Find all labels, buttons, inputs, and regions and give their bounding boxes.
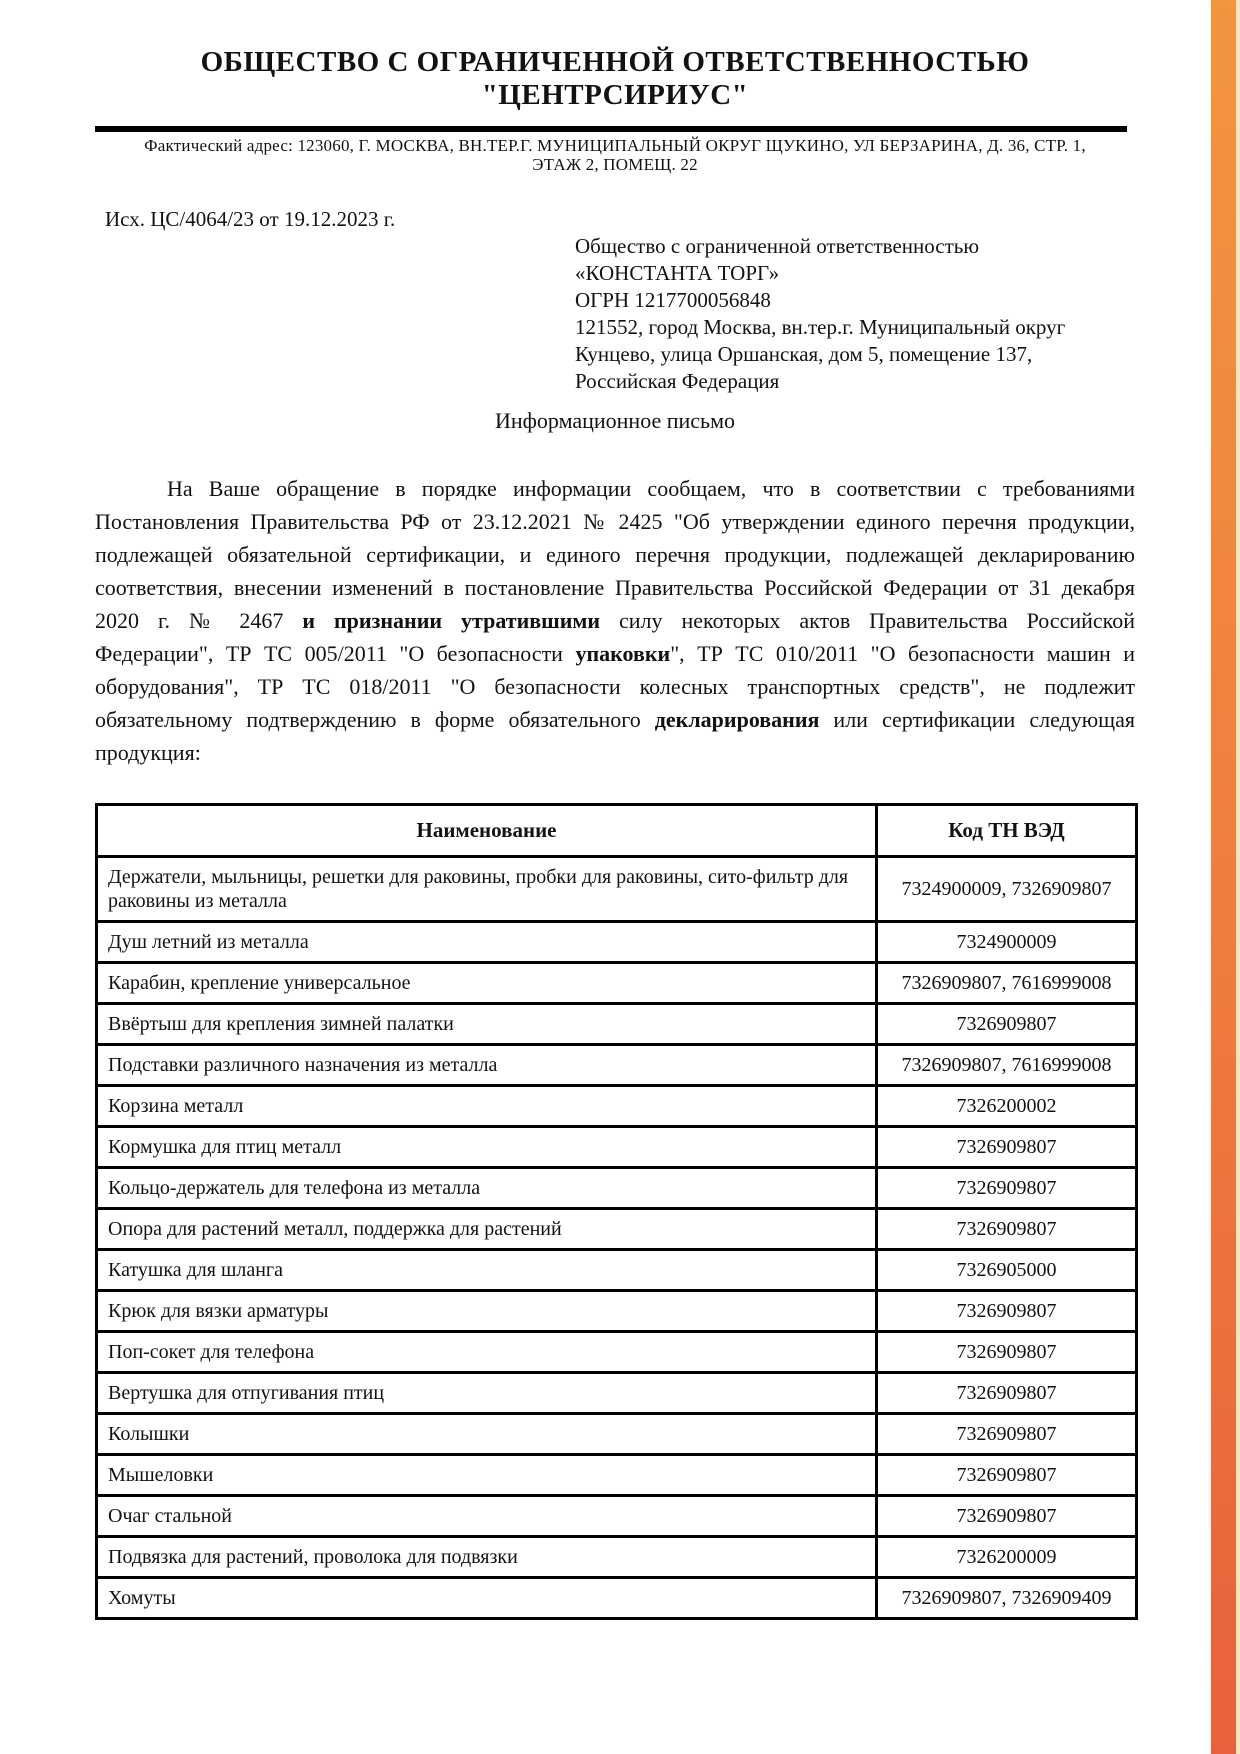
document-title: Информационное письмо (494, 408, 735, 433)
tnved-code-cell: 7326909807 (877, 1496, 1137, 1537)
company-name-line2: "ЦЕНТРСИРИУС" (481, 79, 749, 111)
table-header-row (97, 805, 1137, 857)
recipient-line: Российская Федерация (575, 369, 780, 393)
product-name-cell: Катушка для шланга (97, 1250, 877, 1291)
letter-content (95, 0, 1135, 1620)
table-row (97, 1537, 1137, 1578)
product-name-cell: Держатели, мыльницы, решетки для раковины, пробки для раковины, сито-фильтр для раковины из металла (97, 857, 877, 922)
body-text-segment: На Ваше обращение в порядке информации сообщаем, что в соответствии с требованиями Постановления Правительства РФ от 23.12.2021 № 2425 "Об утверждении единого перечня продукции, подлежащей обязательной сертификации, и единого перечня продукции, подлежащей декларированию соответствия, внесении изменений в постановление Правительства Российской Федерации от 31 декабря 2020 г. № 2467 (95, 476, 1135, 633)
orange-side-stripe (1211, 0, 1236, 1754)
tnved-code-cell: 7326909807, 7616999008 (877, 963, 1137, 1004)
body-text-bold-segment: и признании утратившими (302, 608, 601, 633)
body-text-segment: или сертификации следующая продукция: (95, 707, 1136, 765)
company-address-line1: Фактический адрес: 123060, Г. МОСКВА, ВН.ТЕР.Г. МУНИЦИПАЛЬНЫЙ ОКРУГ ЩУКИНО, УЛ БЕРЗАРИНА, Д. 36, СТР. 1, (144, 136, 1086, 155)
table-row (97, 1086, 1137, 1127)
recipient-line: Общество с ограниченной ответственностью (575, 234, 980, 258)
company-address-line2: ЭТАЖ 2, ПОМЕЩ. 22 (532, 155, 698, 174)
tnved-code-cell: 7326909807 (877, 1209, 1137, 1250)
company-address (95, 136, 1135, 174)
table-row (97, 1373, 1137, 1414)
product-name-cell: Кольцо-держатель для телефона из металла (97, 1168, 877, 1209)
product-name-cell: Ввёртыш для крепления зимней палатки (97, 1004, 877, 1045)
tnved-code-cell: 7326909807 (877, 1004, 1137, 1045)
body-text-bold-segment: декларирования (654, 707, 820, 732)
product-name-cell: Подвязка для растений, проволока для подвязки (97, 1537, 877, 1578)
outgoing-reference: Исх. ЦС/4064/23 от 19.12.2023 г. (105, 207, 396, 231)
product-name-cell: Карабин, крепление универсальное (97, 963, 877, 1004)
body-paragraph (95, 472, 1135, 769)
product-name-cell: Корзина металл (97, 1086, 877, 1127)
tnved-code-cell: 7326909807, 7616999008 (877, 1045, 1137, 1086)
table-row (97, 1250, 1137, 1291)
tnved-code-cell: 7326909807 (877, 1168, 1137, 1209)
table-row (97, 1414, 1137, 1455)
tnved-code-cell: 7326909807 (877, 1291, 1137, 1332)
table-row (97, 1496, 1137, 1537)
table-row (97, 857, 1137, 922)
tnved-code-cell: 7326909807, 7326909409 (877, 1578, 1137, 1619)
tnved-code-cell: 7326909807 (877, 1332, 1137, 1373)
body-text-segment: ", ТР ТС 010/2011 "О безопасности машин и оборудования", ТР ТС 018/2011 "О безопасности колесных транспортных средств", не подлежит обязательному подтверждению в форме обязательного (95, 641, 1135, 732)
table-row (97, 1004, 1137, 1045)
tnved-code-cell: 7324900009 (877, 922, 1137, 963)
recipient-block (575, 233, 1135, 395)
product-name-cell: Поп-сокет для телефона (97, 1332, 877, 1373)
tnved-code-cell: 7326909807 (877, 1127, 1137, 1168)
table-row (97, 922, 1137, 963)
tnved-code-cell: 7326905000 (877, 1250, 1137, 1291)
letterhead-divider-rule (95, 126, 1127, 132)
table-header-name: Наименование (97, 805, 877, 857)
product-table (95, 803, 1138, 1620)
product-name-cell: Опора для растений металл, поддержка для растений (97, 1209, 877, 1250)
table-row (97, 963, 1137, 1004)
body-text-segment: силу некоторых актов Правительства Российской Федерации", ТР ТС 005/2011 "О безопасности (95, 608, 1135, 666)
body-text-bold-segment: упаковки (575, 641, 671, 666)
tnved-code-cell: 7326909807 (877, 1373, 1137, 1414)
recipient-line: Кунцево, улица Оршанская, дом 5, помещение 137, (575, 342, 1033, 366)
product-name-cell: Мышеловки (97, 1455, 877, 1496)
product-name-cell: Кормушка для птиц металл (97, 1127, 877, 1168)
tnved-code-cell: 7324900009, 7326909807 (877, 857, 1137, 922)
company-name-line1: ОБЩЕСТВО С ОГРАНИЧЕННОЙ ОТВЕТСТВЕННОСТЬЮ (200, 46, 1030, 78)
product-name-cell: Колышки (97, 1414, 877, 1455)
table-row (97, 1209, 1137, 1250)
product-name-cell: Крюк для вязки арматуры (97, 1291, 877, 1332)
tnved-code-cell: 7326909807 (877, 1414, 1137, 1455)
tnved-code-cell: 7326200002 (877, 1086, 1137, 1127)
recipient-line: «КОНСТАНТА ТОРГ» (575, 261, 780, 285)
product-name-cell: Очаг стальной (97, 1496, 877, 1537)
product-name-cell: Вертушка для отпугивания птиц (97, 1373, 877, 1414)
product-name-cell: Подставки различного назначения из металла (97, 1045, 877, 1086)
letterhead (95, 46, 1135, 174)
table-row (97, 1578, 1137, 1619)
product-name-cell: Душ летний из металла (97, 922, 877, 963)
cream-page-edge (1236, 0, 1240, 1754)
table-row (97, 1045, 1137, 1086)
recipient-line: ОГРН 1217700056848 (575, 288, 771, 312)
tnved-code-cell: 7326909807 (877, 1455, 1137, 1496)
table-row (97, 1291, 1137, 1332)
table-row (97, 1168, 1137, 1209)
tnved-code-cell: 7326200009 (877, 1537, 1137, 1578)
table-row (97, 1455, 1137, 1496)
table-row (97, 1127, 1137, 1168)
table-row (97, 1332, 1137, 1373)
recipient-line: 121552, город Москва, вн.тер.г. Муниципальный округ (575, 315, 1066, 339)
table-header-tnved-code: Код ТН ВЭД (877, 805, 1137, 857)
product-name-cell: Хомуты (97, 1578, 877, 1619)
